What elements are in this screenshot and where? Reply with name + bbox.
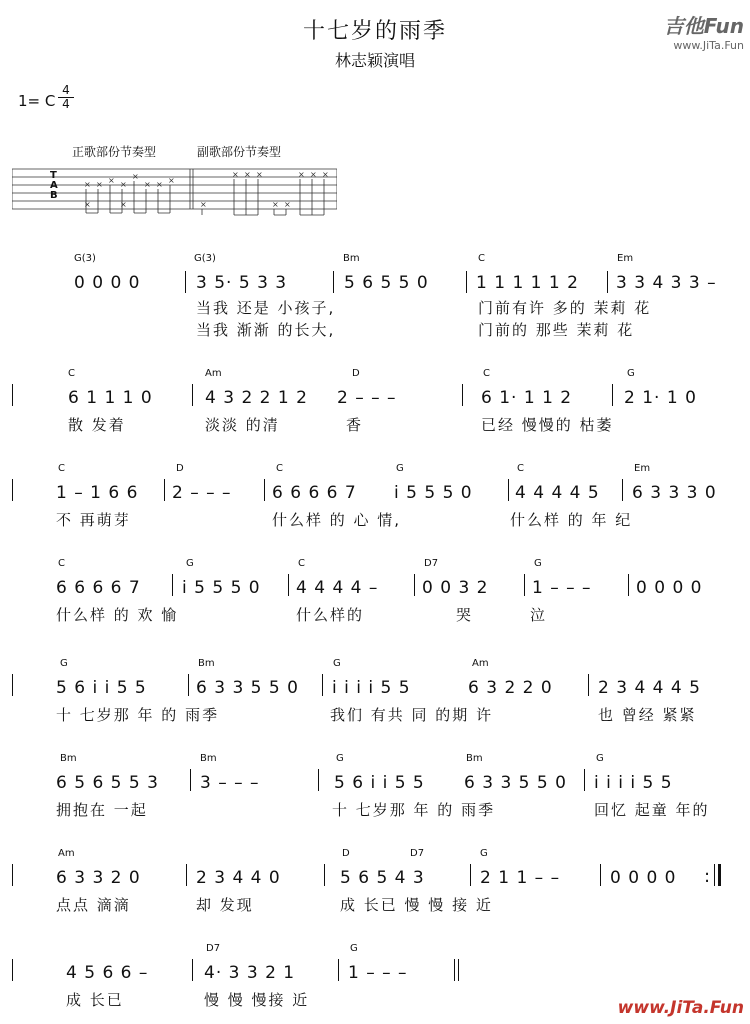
- measure-notes: 5 6 i i 5 5: [56, 678, 147, 698]
- bar-line: [588, 674, 589, 696]
- measure-notes: 3 – – –: [200, 773, 260, 793]
- svg-text:×: ×: [156, 180, 163, 189]
- score-system-1: [0, 245, 750, 345]
- bar-line: [12, 384, 13, 406]
- lyric-line: 也 曾经 紧紧: [598, 706, 697, 724]
- measure-notes: 4· 3 3 2 1: [204, 963, 296, 983]
- lyric-line: 哭: [456, 606, 474, 624]
- measure-notes: 6 3 2 2 0: [468, 678, 553, 698]
- chord-symbol: G(3): [194, 253, 216, 264]
- bar-line: [462, 384, 463, 406]
- svg-text:×: ×: [256, 170, 263, 179]
- lyric-line-verse-2: 当我 渐渐 的长大,: [196, 321, 336, 339]
- chord-symbol: Am: [472, 658, 489, 669]
- bar-line: [607, 271, 608, 293]
- measure-notes: 2 – – –: [172, 483, 232, 503]
- tab-letter: B: [50, 190, 58, 201]
- measure-notes: 0 0 3 2: [422, 578, 489, 598]
- lyric-line: 回忆 起童 年的: [594, 801, 710, 819]
- chord-symbol: D7: [206, 943, 221, 954]
- measure-notes: 6 3 3 3 0: [632, 483, 717, 503]
- lyric-line: 点点 滴滴: [56, 896, 131, 914]
- chord-symbol: D7: [424, 558, 439, 569]
- chord-symbol: G: [534, 558, 542, 569]
- bar-line: [12, 479, 13, 501]
- chord-symbol: G: [596, 753, 604, 764]
- svg-text:×: ×: [144, 180, 151, 189]
- score-system-7: [0, 840, 750, 920]
- measure-notes: 2 1· 1 0: [624, 388, 697, 408]
- measure-notes: 6 1 1 1 0: [68, 388, 153, 408]
- end-bar-line: [458, 959, 459, 981]
- chord-symbol: C: [483, 368, 490, 379]
- site-logo: [664, 10, 744, 52]
- bar-line: [186, 864, 187, 886]
- lyric-line: 成 长已: [66, 991, 124, 1009]
- measure-notes: i i i i 5 5: [332, 678, 411, 698]
- bar-line: [190, 769, 191, 791]
- bar-line: [524, 574, 525, 596]
- bar-line: [288, 574, 289, 596]
- logo-url: www.JiTa.Fun: [673, 39, 744, 52]
- bar-line: [318, 769, 319, 791]
- bar-line: [508, 479, 509, 501]
- bar-line: [164, 479, 165, 501]
- measure-notes: 1 – – –: [348, 963, 408, 983]
- tab-letter: A: [50, 180, 58, 191]
- svg-text:×: ×: [84, 200, 91, 209]
- chord-symbol: Am: [205, 368, 222, 379]
- time-signature: [58, 84, 74, 111]
- bar-line: [470, 864, 471, 886]
- chord-symbol: G: [336, 753, 344, 764]
- chorus-pattern-label: 副歌部份节奏型: [197, 145, 282, 159]
- chord-symbol: D: [176, 463, 184, 474]
- bar-line: [338, 959, 339, 981]
- bar-line: [414, 574, 415, 596]
- measure-notes: 6 5 6 5 5 3: [56, 773, 159, 793]
- measure-notes: 1 – 1 6 6: [56, 483, 139, 503]
- svg-text:×: ×: [322, 170, 329, 179]
- rhythm-tab-staff: [12, 165, 337, 217]
- chord-symbol: Bm: [343, 253, 360, 264]
- bar-line: [584, 769, 585, 791]
- chord-symbol: G: [350, 943, 358, 954]
- measure-notes: 6 3 3 2 0: [56, 868, 141, 888]
- score-system-2: [0, 360, 750, 440]
- svg-text:×: ×: [244, 170, 251, 179]
- repeat-bar-line: [714, 864, 715, 886]
- chord-symbol: G: [60, 658, 68, 669]
- chord-symbol: D: [342, 848, 350, 859]
- svg-text:×: ×: [272, 200, 279, 209]
- bar-line: [324, 864, 325, 886]
- bar-line: [466, 271, 467, 293]
- svg-text:×: ×: [200, 200, 207, 209]
- bar-line: [622, 479, 623, 501]
- measure-notes: 6 3 3 5 5 0: [464, 773, 567, 793]
- lyric-line: 什么样 的 心 情,: [272, 511, 402, 529]
- tab-clef: [50, 171, 58, 201]
- lyric-line: 拥抱在 一起: [56, 801, 148, 819]
- measure-notes: 3 5· 5 3 3: [196, 273, 288, 293]
- chord-symbol: G: [627, 368, 635, 379]
- chord-symbol: C: [68, 368, 75, 379]
- measure-notes: 2 1 1 – –: [480, 868, 561, 888]
- song-title: 十七岁的雨季: [302, 19, 447, 44]
- bar-line: [264, 479, 265, 501]
- svg-text:×: ×: [310, 170, 317, 179]
- chord-symbol: C: [276, 463, 283, 474]
- meter-bottom: 4: [62, 97, 70, 111]
- measure-notes: 5 6 5 4 3: [340, 868, 425, 888]
- measure-notes: 0 0 0 0: [74, 273, 141, 293]
- chord-symbol: C: [58, 558, 65, 569]
- tab-staff-graphic: [12, 165, 337, 217]
- bar-line: [185, 271, 186, 293]
- end-bar-line: [454, 959, 455, 981]
- svg-text:×: ×: [96, 180, 103, 189]
- measure-notes: 4 3 2 2 1 2: [205, 388, 308, 408]
- chord-symbol: C: [517, 463, 524, 474]
- measure-notes: 5 6 i i 5 5: [334, 773, 425, 793]
- repeat-sign: :: [704, 866, 712, 887]
- measure-notes: 2 – – –: [337, 388, 397, 408]
- chord-symbol: G(3): [74, 253, 96, 264]
- measure-notes: 0 0 0 0: [636, 578, 703, 598]
- lyric-line: 散 发着: [68, 416, 126, 434]
- measure-notes: 5 6 5 5 0: [344, 273, 429, 293]
- verse-pattern-label: 正歌部份节奏型: [72, 145, 157, 159]
- tab-letter: T: [50, 170, 57, 181]
- score-system-3: [0, 455, 750, 535]
- chord-symbol: C: [478, 253, 485, 264]
- measure-notes: 6 1· 1 1 2: [481, 388, 573, 408]
- bar-line: [192, 959, 193, 981]
- chord-symbol: Bm: [60, 753, 77, 764]
- measure-notes: i 5 5 5 0: [394, 483, 473, 503]
- chord-symbol: Em: [634, 463, 651, 474]
- measure-notes: 2 3 4 4 4 5: [598, 678, 701, 698]
- bar-line: [188, 674, 189, 696]
- measure-notes: 4 4 4 4 5: [515, 483, 600, 503]
- measure-notes: i i i i 5 5: [594, 773, 673, 793]
- measure-notes: 6 6 6 6 7: [56, 578, 141, 598]
- svg-text:×: ×: [132, 172, 139, 181]
- lyric-line-verse-2: 门前的 那些 茉莉 花: [478, 321, 635, 339]
- measure-notes: 6 6 6 6 7: [272, 483, 357, 503]
- bar-line: [333, 271, 334, 293]
- bar-line: [322, 674, 323, 696]
- lyric-line: 泣: [530, 606, 548, 624]
- measure-notes: 1 – – –: [532, 578, 592, 598]
- chord-symbol: G: [396, 463, 404, 474]
- measure-notes: 6 3 3 5 5 0: [196, 678, 299, 698]
- measure-notes: 2 3 4 4 0: [196, 868, 281, 888]
- svg-text:×: ×: [298, 170, 305, 179]
- chord-symbol: Bm: [198, 658, 215, 669]
- svg-text:×: ×: [84, 180, 91, 189]
- bar-line: [12, 864, 13, 886]
- measure-notes: i 5 5 5 0: [182, 578, 261, 598]
- lyric-line: 成 长已 慢 慢 接 近: [340, 896, 493, 914]
- lyric-line: 什么样 的 年 纪: [510, 511, 633, 529]
- svg-text:×: ×: [120, 180, 127, 189]
- svg-text:×: ×: [120, 200, 127, 209]
- measure-notes: 4 4 4 4 –: [296, 578, 379, 598]
- svg-text:×: ×: [284, 200, 291, 209]
- measure-notes: 0 0 0 0: [610, 868, 677, 888]
- lyric-line: 十 七岁那 年 的 雨季: [332, 801, 496, 819]
- score-system-8: [0, 935, 750, 1015]
- singer-credit: 林志颖演唱: [334, 51, 415, 70]
- repeat-bar-line: [718, 864, 721, 886]
- chord-symbol: C: [58, 463, 65, 474]
- score-system-6: [0, 745, 750, 825]
- chord-symbol: D7: [410, 848, 425, 859]
- score-system-5: [0, 650, 750, 730]
- lyric-line: 什么样 的 欢 愉: [56, 606, 179, 624]
- bar-line: [192, 384, 193, 406]
- chord-symbol: Bm: [200, 753, 217, 764]
- lyric-line: 当我 还是 小孩子,: [196, 299, 336, 317]
- key-signature: 1= C: [18, 92, 56, 110]
- lyric-line: 却 发现: [196, 896, 254, 914]
- chord-symbol: Am: [58, 848, 75, 859]
- svg-text:×: ×: [108, 176, 115, 185]
- meter-top: 4: [58, 84, 74, 98]
- lyric-line: 已经 慢慢的 枯萎: [481, 416, 614, 434]
- score-system-4: [0, 550, 750, 630]
- lyric-line: 香: [346, 416, 364, 434]
- measure-notes: 1 1 1 1 1 2: [476, 273, 579, 293]
- measure-notes: 3 3 4 3 3 –: [616, 273, 717, 293]
- lyric-line: 什么样的: [296, 606, 365, 624]
- chord-symbol: Bm: [466, 753, 483, 764]
- svg-text:×: ×: [168, 176, 175, 185]
- chord-symbol: G: [480, 848, 488, 859]
- chord-symbol: G: [333, 658, 341, 669]
- bar-line: [628, 574, 629, 596]
- chord-symbol: D: [352, 368, 360, 379]
- bar-line: [172, 574, 173, 596]
- logo-text: 吉他Fun: [663, 14, 744, 38]
- svg-text:×: ×: [232, 170, 239, 179]
- bar-line: [612, 384, 613, 406]
- lyric-line: 十 七岁那 年 的 雨季: [56, 706, 220, 724]
- lyric-line: 不 再萌芽: [56, 511, 131, 529]
- chord-symbol: C: [298, 558, 305, 569]
- lyric-line: 我们 有共 同 的期 许: [330, 706, 494, 724]
- bar-line: [12, 674, 13, 696]
- bar-line: [12, 959, 13, 981]
- bar-line: [600, 864, 601, 886]
- watermark-url: www.JiTa.Fun: [617, 998, 744, 1018]
- lyric-line: 慢 慢 慢接 近: [204, 991, 310, 1009]
- lyric-line: 淡淡 的清: [205, 416, 280, 434]
- chord-symbol: Em: [617, 253, 634, 264]
- lyric-line: 门前有许 多的 茉莉 花: [478, 299, 652, 317]
- measure-notes: 4 5 6 6 –: [66, 963, 149, 983]
- chord-symbol: G: [186, 558, 194, 569]
